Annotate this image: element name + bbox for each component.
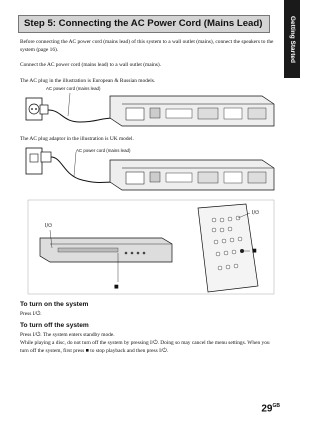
adaptor-note: The AC plug adaptor in the illustration is UK model.: [20, 136, 134, 142]
figure-uk-adaptor: [22, 146, 280, 192]
wall-outlet-icon: [26, 148, 42, 174]
page-number-suffix: GB: [272, 403, 280, 409]
eu-plug-icon: [40, 105, 48, 114]
system-unit-rear: [110, 160, 274, 190]
turn-off-heading: To turn off the system: [20, 322, 89, 329]
plug-adaptor-icon: [41, 152, 51, 162]
power-button-label-unit: I/⏻: [45, 223, 53, 229]
section-label: Getting Started: [289, 15, 296, 63]
stop-button-label-unit: ■: [114, 284, 119, 290]
turn-on-heading: To turn on the system: [20, 301, 89, 308]
stop-button-label-remote: ■: [252, 248, 257, 254]
callout-power-cord: AC power cord (mains lead): [76, 148, 131, 153]
power-cord-line: [51, 157, 114, 183]
figure-european-plug: [22, 86, 280, 130]
connect-paragraph: Connect the AC power cord (mains lead) to a wall outlet (mains).: [20, 62, 162, 68]
turn-off-caution: While playing a disc, do not turn off the system by pressing I/⏻. Doing so may cancel the menu settings. When you turn off the system, first press ■ to stop playback and then press I/⏻.: [20, 340, 270, 354]
figure-power-buttons: [22, 196, 280, 296]
power-button-label-remote: I/⏻: [252, 210, 260, 216]
section-side-tab: [284, 0, 300, 78]
system-unit-front: [40, 238, 172, 262]
plug-note: The AC plug in the illustration is European & Russian models.: [20, 78, 156, 84]
turn-on-text: Press I/⏻.: [20, 311, 42, 317]
power-cord-line: [48, 110, 114, 122]
callout-leader: [74, 152, 76, 176]
callout-power-cord: AC power cord (mains lead): [46, 86, 101, 91]
step-title: Step 5: Connecting the AC Power Cord (Mains Lead): [18, 15, 270, 33]
callout-leader: [68, 93, 70, 116]
system-unit-rear: [110, 96, 274, 126]
intro-paragraph: Before connecting the AC power cord (mains lead) of this system to a wall outlet (mains), connect the speakers to the system (page 16).: [20, 39, 274, 53]
wall-outlet-icon: [26, 98, 42, 120]
page-number-value: 29: [261, 403, 273, 415]
page-number: [261, 403, 280, 414]
turn-off-text: Press I/⏻. The system enters standby mode.: [20, 332, 115, 338]
